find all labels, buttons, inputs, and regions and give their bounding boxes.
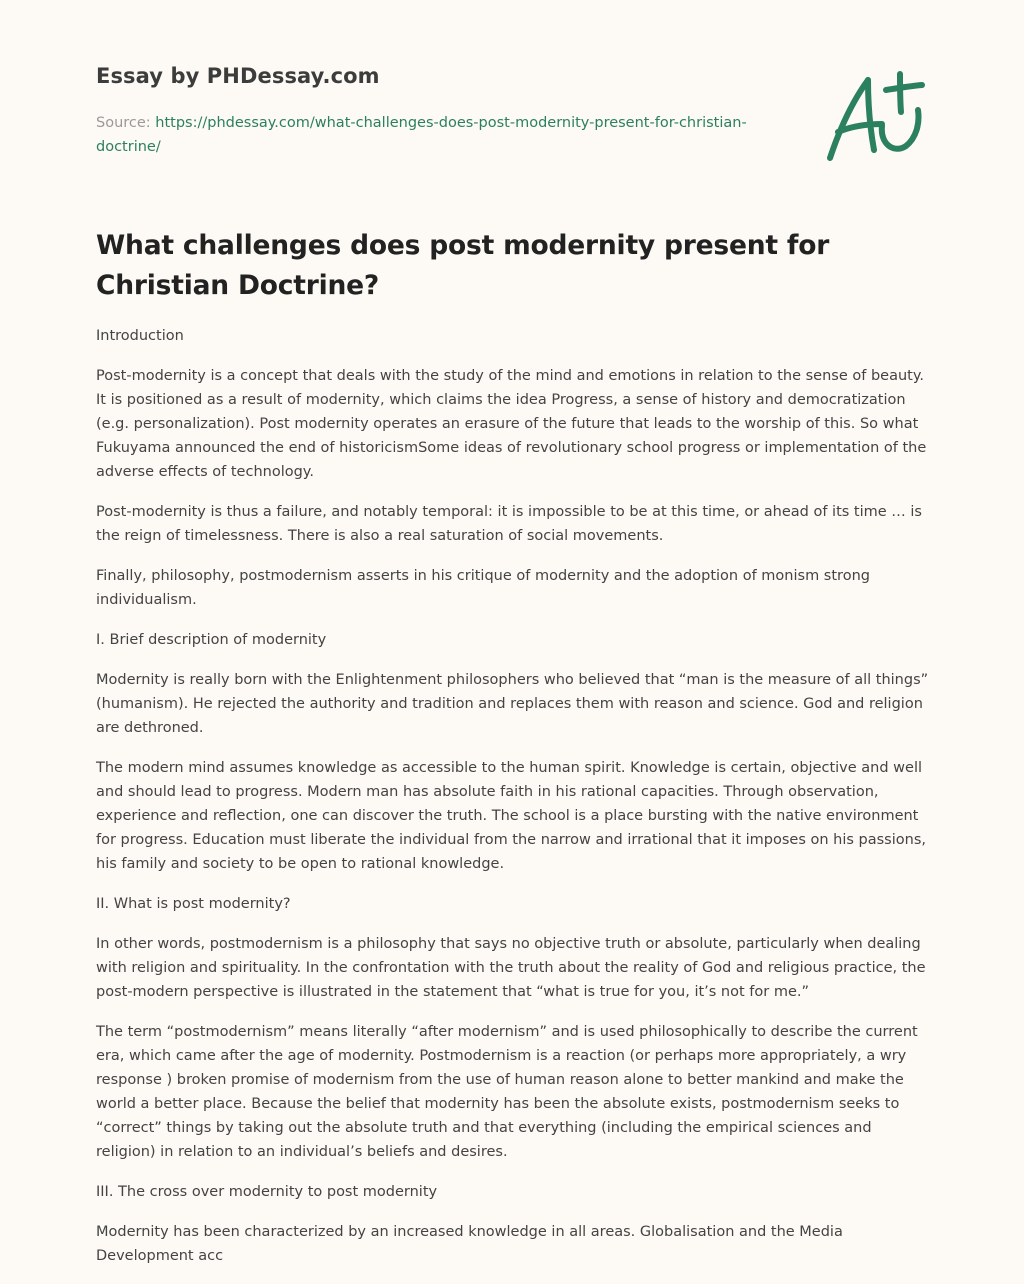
site-brand: Essay by PHDessay.com <box>96 64 380 88</box>
essay-paragraph: Post-modernity is thus a failure, and notably temporal: it is impossible to be at this time, or ahead of its time … is the reign of timelessness. There is also a real saturation of social movements. <box>96 504 922 544</box>
essay-paragraph: The term “postmodernism” means literally “after modernism” and is used philosophically to describe the current era, which came after the age of modernity. Postmodernism is a reaction (or perhaps more appropriately, a wry response ) broken promise of modernism from the use of human reason alone to better mankind and make the world a better place. Because the belief that modernity has been the absolute exists, postmodernism seeks to “correct” things by taking out the absolute truth and that everything (including the empirical sciences and religion) in relation to an individual’s beliefs and desires. <box>96 1024 918 1160</box>
essay-paragraph: In other words, postmodernism is a philosophy that says no objective truth or absolute, particularly when dealing with religion and spirituality. In the confrontation with the truth about the reality of God and religious practice, the post-modern perspective is illustrated in the statement that “what is true for you, it’s not for me.” <box>96 936 926 1000</box>
essay-paragraph: I. Brief description of modernity <box>96 632 327 648</box>
essay-paragraph: II. What is post modernity? <box>96 896 291 912</box>
source-line <box>96 111 756 159</box>
source-link[interactable]: https://phdessay.com/what-challenges-does-post-modernity-present-for-christian-doctrine/ <box>96 115 747 155</box>
source-label: Source: <box>96 115 156 131</box>
essay-paragraph: III. The cross over modernity to post modernity <box>96 1184 438 1200</box>
essay-paragraph: Finally, philosophy, postmodernism asserts in his critique of modernity and the adoption of monism strong individualism. <box>96 568 870 608</box>
a-plus-grade-icon <box>822 66 928 166</box>
essay-paragraph: Introduction <box>96 328 184 344</box>
essay-body <box>96 324 930 1284</box>
essay-paragraph: Modernity is really born with the Enlightenment philosophers who believed that “man is the measure of all things” (humanism). He rejected the authority and tradition and replaces them with reason and science. God and religion are dethroned. <box>96 672 929 736</box>
essay-paragraph: The modern mind assumes knowledge as accessible to the human spirit. Knowledge is certain, objective and well and should lead to progress. Modern man has absolute faith in his rational capacities. Through observation, experience and reflection, one can discover the truth. The school is a place bursting with the native environment for progress. Education must liberate the individual from the narrow and irrational that it imposes on his passions, his family and society to be open to rational knowledge. <box>96 760 926 872</box>
essay-paragraph: Modernity has been characterized by an increased knowledge in all areas. Globalisation and the Media Development acc <box>96 1224 843 1264</box>
essay-title: What challenges does post modernity present for Christian Doctrine? <box>96 230 830 301</box>
essay-paragraph: Post-modernity is a concept that deals with the study of the mind and emotions in relation to the sense of beauty. It is positioned as a result of modernity, which claims the idea Progress, a sense of history and democratization (e.g. personalization). Post modernity operates an erasure of the future that leads to the worship of this. So what Fukuyama announced the end of historicismSome ideas of revolutionary school progress or implementation of the adverse effects of technology. <box>96 368 927 480</box>
